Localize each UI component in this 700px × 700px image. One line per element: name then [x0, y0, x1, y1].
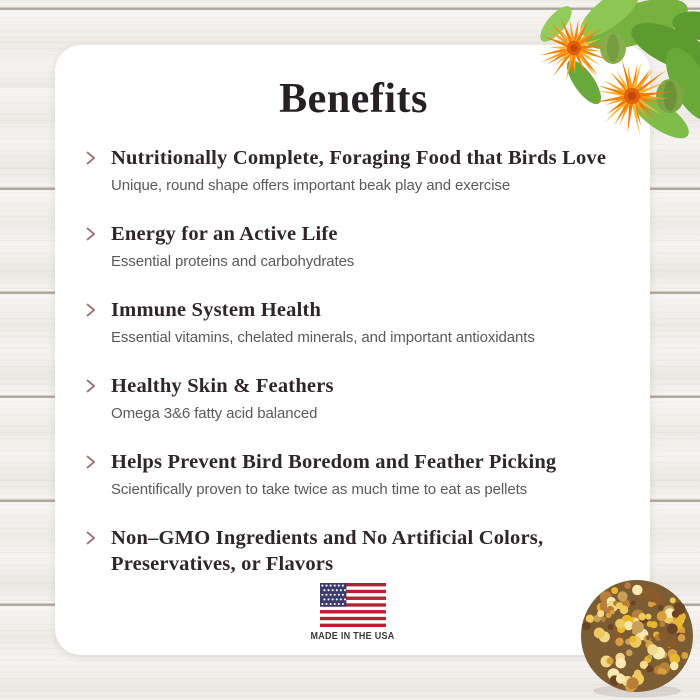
benefit-heading: Nutritionally Complete, Foraging Food that Birds Love: [111, 147, 607, 169]
seed-ball-photo: [576, 576, 698, 698]
chevron-right-icon: [85, 373, 111, 424]
benefit-heading: Healthy Skin & Feathers: [111, 375, 334, 397]
benefit-heading: Non–GMO Ingredients and No Artificial Colors, Preservatives, or Flavors: [111, 527, 544, 575]
benefit-subtext: Unique, round shape offers important beak play and exercise: [111, 177, 511, 194]
benefit-heading: Energy for an Active Life: [111, 223, 338, 245]
chevron-right-icon: [85, 145, 111, 196]
benefit-item: [85, 221, 622, 272]
benefit-item: [85, 449, 622, 500]
benefit-item: [85, 525, 622, 577]
benefit-heading: Helps Prevent Bird Boredom and Feather Picking: [111, 451, 557, 473]
safflower-blossoms-photo: [514, 0, 700, 142]
benefit-item: [85, 373, 622, 424]
us-flag-icon: [320, 583, 386, 627]
benefit-subtext: Omega 3&6 fatty acid balanced: [111, 405, 318, 422]
page-title: Benefits: [279, 76, 428, 122]
chevron-right-icon: [85, 221, 111, 272]
chevron-right-icon: [85, 297, 111, 348]
benefit-item: [85, 297, 622, 348]
benefit-subtext: Essential proteins and carbohydrates: [111, 253, 355, 270]
benefit-subtext: Scientifically proven to take twice as much time to eat as pellets: [111, 481, 528, 498]
benefits-list: [85, 145, 622, 577]
benefit-heading: Immune System Health: [111, 299, 322, 321]
benefit-subtext: Essential vitamins, chelated minerals, and important antioxidants: [111, 329, 535, 346]
made-in-usa-badge: [55, 583, 650, 642]
made-in-usa-label: MADE IN THE USA: [310, 631, 395, 642]
benefit-item: [85, 145, 622, 196]
chevron-right-icon: [85, 525, 111, 577]
chevron-right-icon: [85, 449, 111, 500]
